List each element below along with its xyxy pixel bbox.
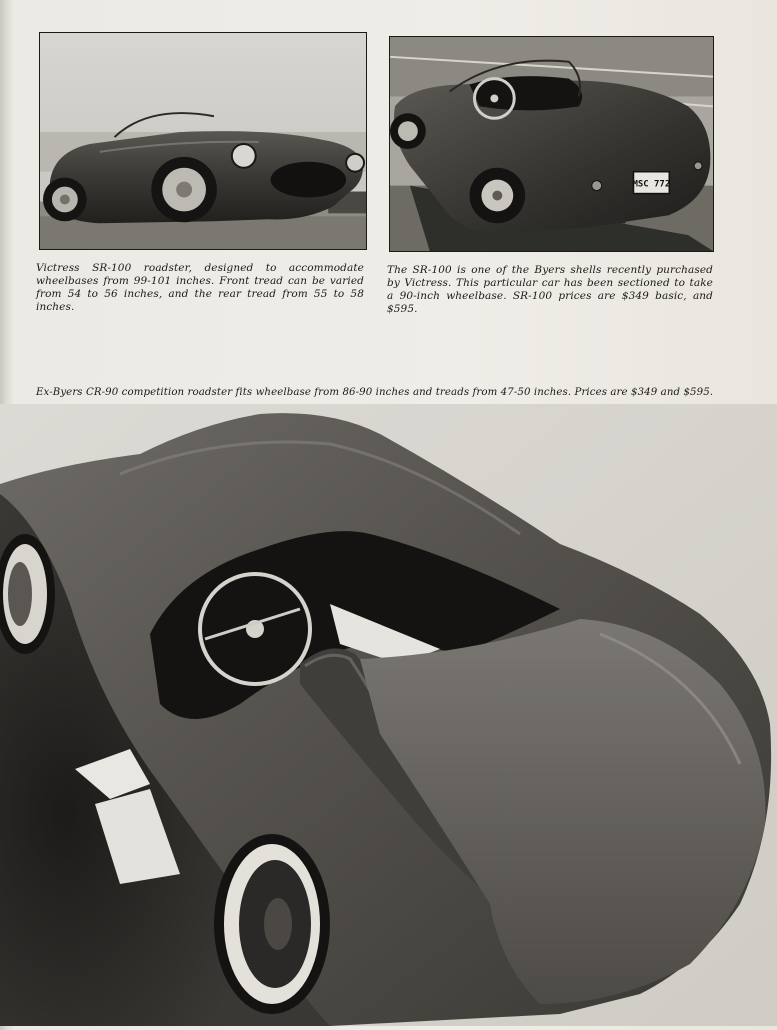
- photo-byers-shell: [389, 36, 714, 252]
- byers-illustration: [390, 37, 713, 251]
- license-plate-text: MSC 772: [632, 179, 671, 190]
- caption-byers: The SR-100 is one of the Byers shells recently purchased by Victress. This particular car has been sectioned to take a 90-inch wheelbase. SR-100 prices are $349 basic, and $595.: [387, 264, 713, 315]
- caption-cr90: Ex-Byers CR-90 competition roadster fits wheelbase from 86-90 inches and treads from 47-50 inches. Prices are $349 and $595.: [36, 387, 714, 398]
- cr90-illustration: [0, 404, 777, 1026]
- photo-cr90-roadster: [0, 404, 777, 1026]
- sr100-illustration: [40, 33, 366, 249]
- caption-sr100: Victress SR-100 roadster, designed to accommodate wheelbases from 99-101 inches. Front tread can be varied from 54 to 56 inches, and the rear tread from 55 to 58 inches.: [36, 262, 364, 313]
- photo-sr100-roadster: [39, 32, 367, 250]
